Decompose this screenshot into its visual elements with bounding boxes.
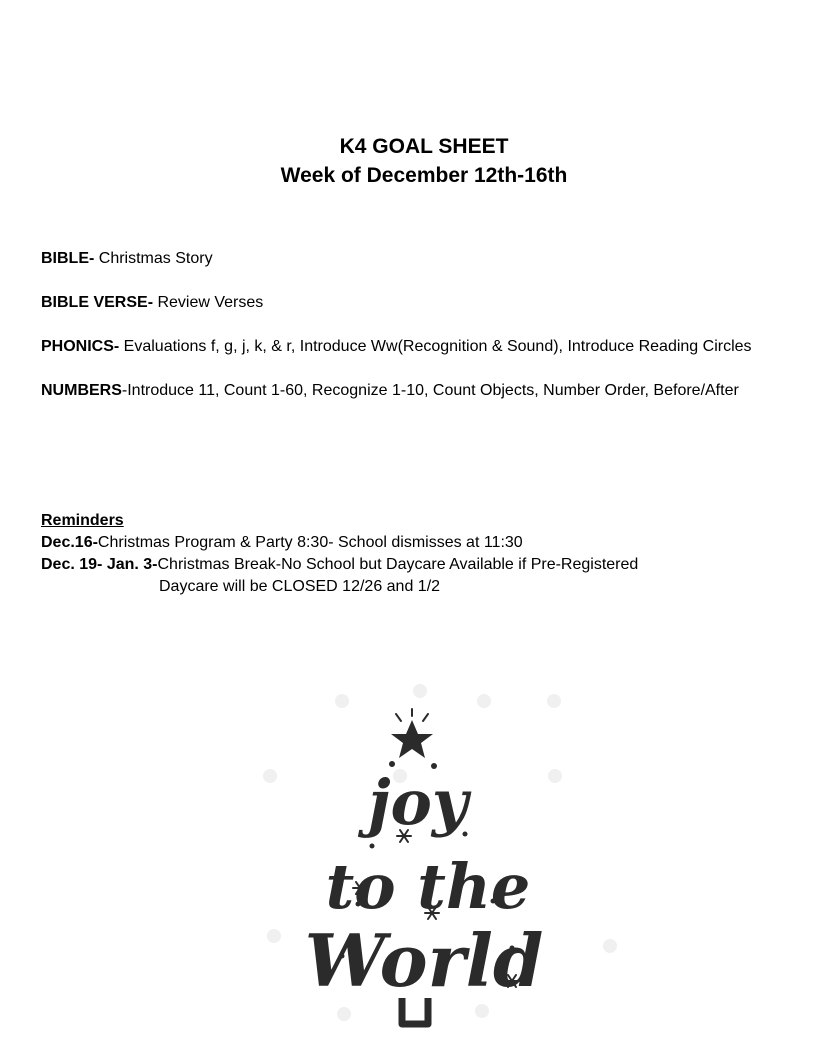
reminders-heading: Reminders — [41, 512, 124, 529]
subject-phonics — [41, 336, 752, 358]
subject-label: BIBLE- — [41, 250, 95, 267]
star-icon — [391, 709, 433, 758]
subject-bible-verse — [41, 292, 263, 314]
lettering — [305, 766, 544, 1003]
subject-label: PHONICS- — [41, 338, 120, 355]
subject-text: Christmas Story — [94, 250, 213, 267]
subject-label: BIBLE VERSE- — [41, 294, 154, 311]
reminder-date: Dec.16- — [41, 534, 98, 551]
page-title: K4 GOAL SHEET — [339, 135, 509, 158]
christmas-tree-artwork — [250, 676, 620, 1046]
reminder-text: Christmas Break-No School but Daycare Available if Pre-Registered — [157, 556, 639, 573]
lettering-world: World — [304, 918, 544, 1003]
lettering-joy: joy — [368, 766, 468, 839]
reminder-date: Dec. 19- Jan. 3- — [41, 556, 158, 573]
subject-label: NUMBERS — [41, 382, 122, 399]
page-subtitle: Week of December 12th-16th — [280, 164, 568, 187]
reminder-item — [41, 532, 523, 554]
subject-text: Evaluations f, g, j, k, & r, Introduce Ww(Recognition & Sound), Introduce Reading Circles — [119, 338, 752, 355]
reminder-item — [41, 554, 638, 576]
subject-bible — [41, 248, 213, 270]
reminder-text: Christmas Program & Party 8:30- School dismisses at 11:30 — [97, 534, 523, 551]
subject-text: -Introduce 11, Count 1-60, Recognize 1-10, Count Objects, Number Order, Before/After — [121, 382, 739, 399]
lettering-to-the: to the — [325, 850, 531, 923]
subject-numbers — [41, 380, 739, 402]
subject-text: Review Verses — [153, 294, 264, 311]
reminder-note: Daycare will be CLOSED 12/26 and 1/2 — [159, 578, 441, 595]
